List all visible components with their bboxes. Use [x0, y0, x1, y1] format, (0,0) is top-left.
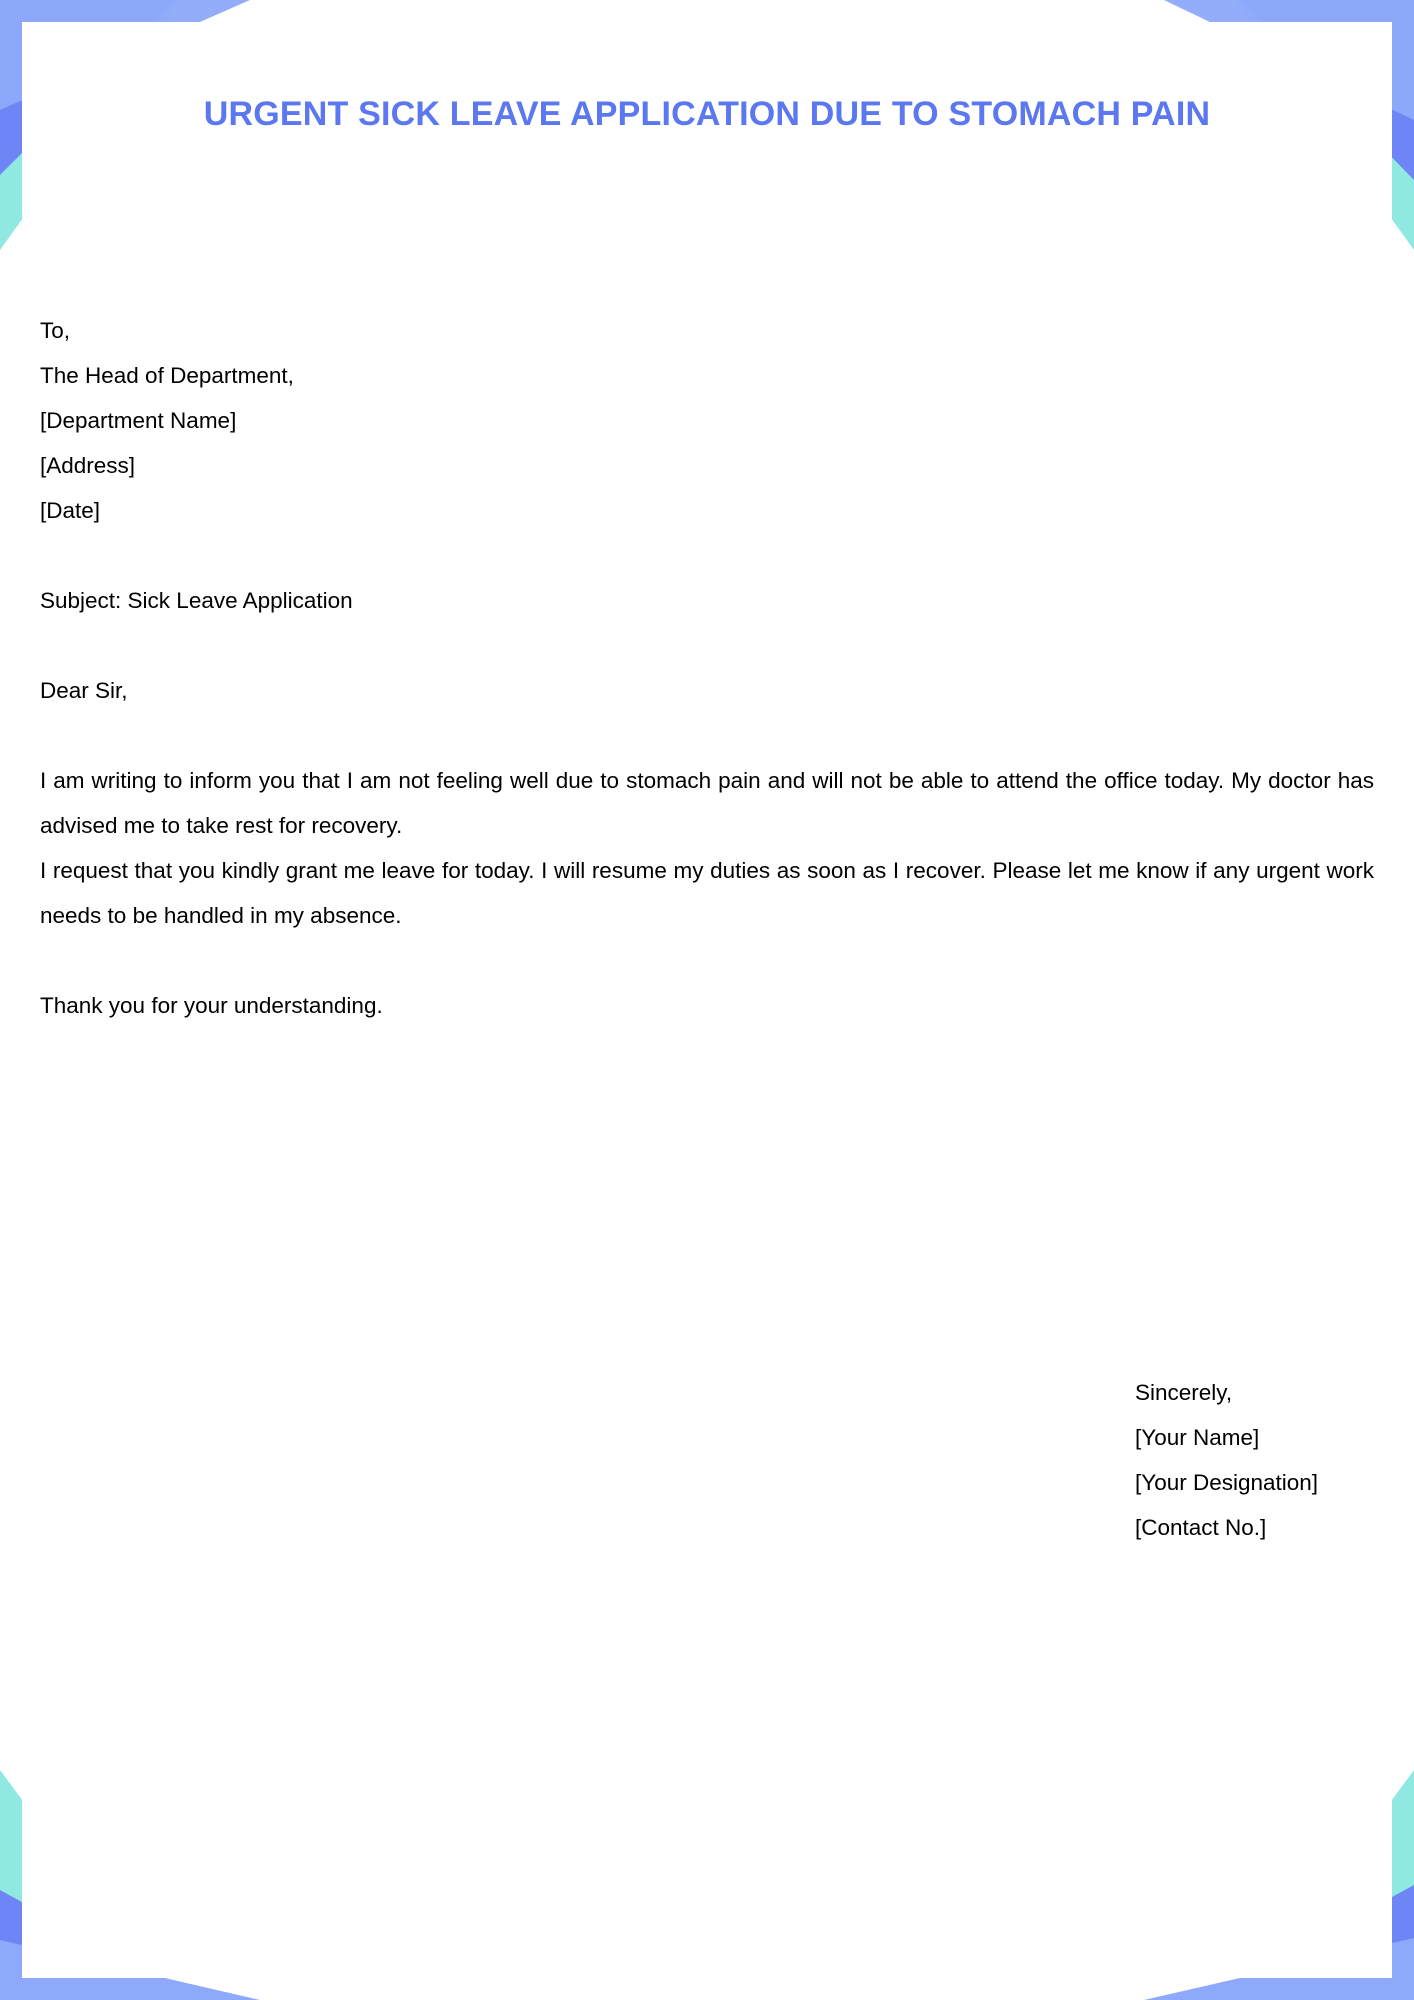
spacer-before-thanks [40, 938, 1374, 983]
signature-designation: [Your Designation] [1135, 1470, 1319, 1495]
signature-sincerely: Sincerely, [1135, 1380, 1233, 1405]
page-title: URGENT SICK LEAVE APPLICATION DUE TO STOMACH PAIN [203, 95, 1211, 133]
paragraph-one: I am writing to inform you that I am not feeling well due to stomach pain and will not be able to attend the office today. My doctor has advised me to take rest for recovery. [40, 768, 1374, 838]
recipient-head-line: The Head of Department, [40, 363, 294, 388]
closing-thanks: Thank you for your understanding. [40, 993, 383, 1018]
recipient-address-line: [Address] [40, 453, 136, 478]
signature-block [1135, 1370, 1395, 1550]
spacer-after-salutation [40, 713, 1374, 758]
signature-name: [Your Name] [1135, 1425, 1260, 1450]
recipient-date-line: [Date] [40, 498, 101, 523]
spacer-after-recipient [40, 533, 1374, 578]
recipient-to-line: To, [40, 318, 71, 343]
salutation: Dear Sir, [40, 678, 128, 703]
recipient-block [40, 308, 1374, 533]
subject-line: Subject: Sick Leave Application [40, 588, 353, 613]
letter-body [40, 308, 1374, 1028]
paragraph-two: I request that you kindly grant me leave for today. I will resume my duties as soon as I recover. Please let me know if any urgent work needs to be handled in my absence. [40, 858, 1374, 928]
signature-contact: [Contact No.] [1135, 1515, 1267, 1540]
recipient-department-line: [Department Name] [40, 408, 237, 433]
spacer-after-subject [40, 623, 1374, 668]
